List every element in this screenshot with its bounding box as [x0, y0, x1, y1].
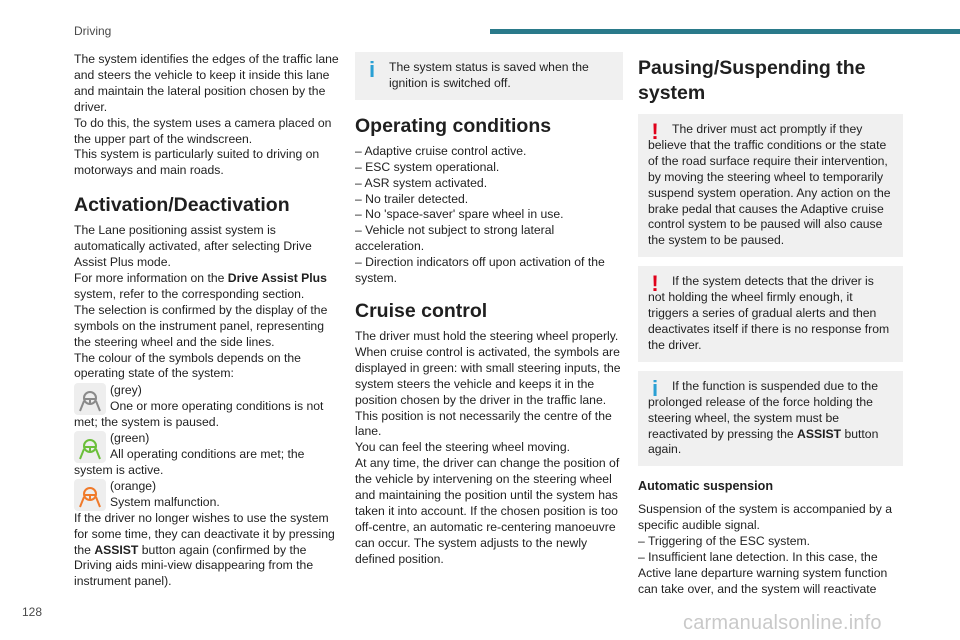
operating-conditions-heading: Operating conditions	[355, 114, 552, 137]
condition-item: – Direction indicators off upon activation of the system.	[355, 255, 605, 286]
activation-heading: Activation/Deactivation	[74, 194, 290, 217]
warning-note: ! If the system detects that the driver is not holding the wheel firmly enough, it triggers a series of gradual alerts and then deactivates itself if there is no response from the driver.	[638, 266, 903, 362]
intro-paragraph: This system is particularly suited to driving on motorways and main roads.	[74, 147, 320, 178]
cruise-control-heading: Cruise control	[355, 299, 488, 322]
info-note: i The system status is saved when the ignition is switched off.	[355, 52, 623, 100]
section-title: Driving	[74, 24, 112, 38]
condition-item: – No trailer detected.	[355, 191, 469, 206]
cruise-paragraph: When cruise control is activated, the symbols are displayed in green: with small steering inputs, the system steers the vehicle and keeps it in the position chosen by the driver in the traffic lane.	[355, 344, 621, 407]
warning-note: ! The driver must act promptly if they believe that the traffic conditions or the state of the road surface require their intervention, by moving the steering wheel to temporarily suspend system operation. Any action on the brake pedal that causes the Adaptive cruise control system to be paused will also cause the system to be paused.	[638, 114, 903, 257]
condition-item: – Vehicle not subject to strong lateral acceleration.	[355, 223, 555, 254]
condition-item: – Adaptive cruise control active.	[355, 143, 527, 158]
auto-paragraph: Suspension of the system is accompanied by a specific audible signal.	[638, 502, 893, 533]
condition-item: – ASR system activated.	[355, 175, 488, 190]
automatic-suspension-heading: Automatic suspension	[638, 479, 774, 494]
condition-item: – ESC system operational.	[355, 159, 500, 174]
cruise-paragraph: This position is not necessarily the centre of the lane.	[355, 408, 612, 439]
cruise-paragraph: You can feel the steering wheel moving.	[355, 440, 570, 455]
warning-icon: !	[651, 271, 659, 297]
auto-item: – Triggering of the ESC system.	[638, 534, 811, 549]
symbol-entry-grey: (grey) One or more operating conditions is not met; the system is paused.	[74, 383, 324, 430]
cruise-paragraph: The driver must hold the steering wheel properly.	[355, 328, 619, 343]
column-3	[638, 56, 903, 598]
watermark: carmanualsonline.info	[683, 612, 882, 634]
cruise-paragraph: At any time, the driver can change the position of the vehicle by intervening on the steering wheel and maintaining the position until the system has taken it into account. If the chosen position is too off-centre, an automatic re-centering manoeuvre can occur. The system adjusts to the newly defined position.	[355, 456, 620, 566]
condition-item: – No 'space-saver' spare wheel in use.	[355, 207, 564, 222]
intro-paragraph: The system identifies the edges of the traffic lane and steers the vehicle to keep it inside this lane and maintain the lateral position chosen by the driver.	[74, 52, 339, 114]
intro-paragraph: To do this, the system uses a camera placed on the upper part of the windscreen.	[74, 115, 332, 146]
pausing-heading: Pausing/Suspending the system	[638, 57, 866, 104]
header-accent-bar	[490, 29, 960, 34]
activation-paragraph: The colour of the symbols depends on the operating state of the system:	[74, 350, 301, 381]
page-number: 128	[22, 605, 43, 619]
activation-paragraph: The Lane positioning assist system is automatically activated, after selecting Drive Assist Plus mode.	[74, 223, 312, 270]
info-icon: i	[368, 57, 376, 82]
column-1	[74, 52, 342, 590]
info-note: i If the function is suspended due to the prolonged release of the force holding the steering wheel, the system must be reactivated by pressing the ASSIST button again.	[638, 371, 903, 467]
symbol-entry-green: (green) All operating conditions are met; the system is active.	[74, 431, 305, 477]
activation-paragraph: The selection is confirmed by the display of the symbols on the instrument panel, representing the steering wheel and the side lines.	[74, 302, 328, 349]
symbol-entry-orange: (orange) System malfunction.	[74, 479, 342, 511]
warning-icon: !	[651, 119, 659, 144]
info-icon: i	[651, 375, 659, 401]
steering-wheel-orange-icon	[74, 479, 106, 511]
deactivation-paragraph: If the driver no longer wishes to use the system for some time, they can deactivate it by pressing the ASSIST button again (confirmed by the Driving aids mini-view disappearing from the instrument panel).	[74, 510, 335, 589]
column-2	[355, 52, 623, 568]
auto-item: – Insufficient lane detection. In this case, the Active lane departure warning system function can take over, and the system will reactivate	[638, 550, 888, 596]
activation-paragraph: For more information on the Drive Assist Plus system, refer to the corresponding section.	[74, 270, 327, 301]
